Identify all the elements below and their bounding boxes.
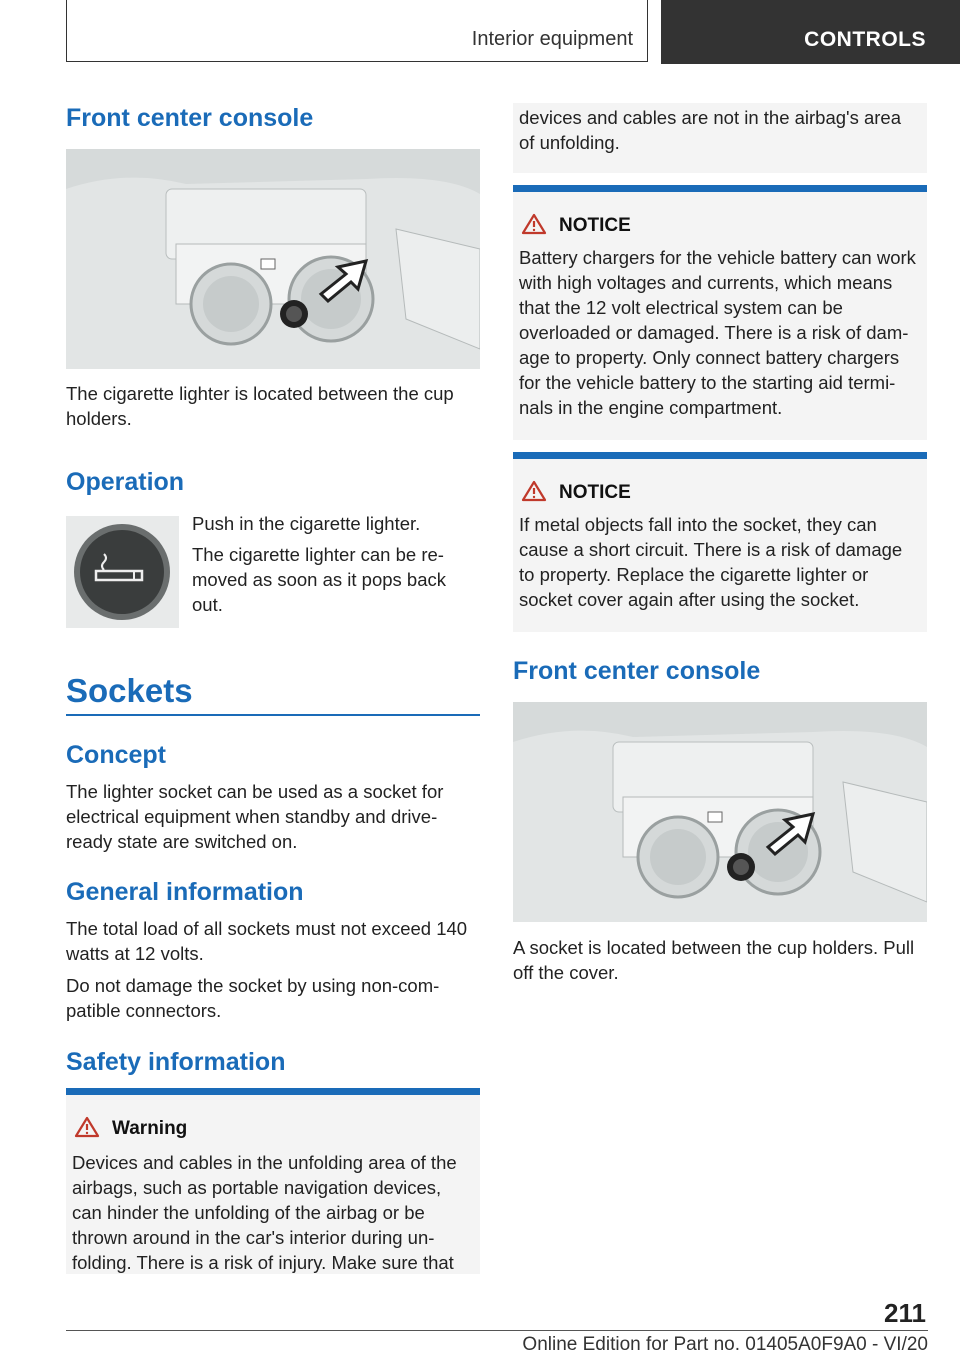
notice-bar-2	[513, 452, 927, 459]
concept-text: The lighter socket can be used as a socket for electrical equipment when standby and drive-ready state are switched on.	[66, 781, 444, 852]
warning-triangle-icon	[521, 480, 547, 507]
notice-title-2: NOTICE	[559, 482, 631, 503]
warning-box	[66, 1088, 480, 1274]
heading-general-information: General information	[66, 878, 304, 906]
notice-box-1	[513, 185, 927, 440]
heading-operation: Operation	[66, 468, 185, 496]
general-text-2: Do not damage the socket by using non-com-patible connectors.	[66, 975, 440, 1021]
warning-title: Warning	[112, 1118, 188, 1139]
console-illustration-icon	[66, 149, 480, 369]
console-photo-right	[513, 702, 927, 922]
sockets-rule	[66, 714, 480, 716]
heading-front-center-console-left: Front center console	[66, 104, 314, 132]
console-photo-left	[66, 149, 480, 369]
warning-text: Devices and cables in the unfolding area of the airbags, such as portable navigation devices, can hinder the unfolding of the airbag or be thrown around in the car's interior during un-folding. There is a risk of injury. Make sure that	[72, 1152, 457, 1273]
header-chapter-tab	[661, 0, 960, 64]
footer-edition: Online Edition for Part no. 01405A0F9A0 - VI/20	[522, 1334, 928, 1355]
general-text-1: The total load of all sockets must not exceed 140 watts at 12 volts.	[66, 918, 468, 964]
warning-triangle-icon	[74, 1116, 100, 1143]
heading-concept: Concept	[66, 741, 166, 769]
heading-sockets: Sockets	[66, 672, 193, 709]
notice-title-1: NOTICE	[559, 215, 631, 236]
footer-rule	[66, 1330, 928, 1331]
operation-step-2: The cigarette lighter can be re-moved as soon as it pops back out.	[192, 544, 447, 615]
notice-box-2	[513, 452, 927, 632]
page-number: 211	[884, 1298, 926, 1328]
warning-continued-box	[513, 103, 927, 173]
caption-socket-location: A socket is located between the cup holders. Pull off the cover.	[513, 937, 915, 983]
caption-lighter-location: The cigarette lighter is located between the cup holders.	[66, 383, 454, 429]
header-section-tab	[66, 0, 648, 62]
notice-text-1: Battery chargers for the vehicle battery can work with high voltages and currents, which means that the 12 volt electrical system can be overloaded or damaged. There is a risk of dam-age to property. Only connect battery chargers for the vehicle battery to the starting aid termi-nals in the engine compartment.	[519, 247, 916, 418]
warning-continued-text: devices and cables are not in the airbag's area of unfolding.	[519, 107, 901, 153]
operation-step-1: Push in the cigarette lighter.	[192, 513, 421, 534]
notice-bar-1	[513, 185, 927, 192]
heading-front-center-console-right: Front center console	[513, 657, 761, 685]
console-illustration-icon	[513, 702, 927, 922]
warning-triangle-icon	[521, 213, 547, 240]
cigarette-lighter-icon	[66, 516, 179, 628]
header-section-label: Interior equipment	[471, 28, 633, 50]
notice-text-2: If metal objects fall into the socket, they can cause a short circuit. There is a risk of damage to property. Replace the cigarette lighter or socket cover again after using the socket.	[519, 514, 903, 610]
heading-safety-information: Safety information	[66, 1048, 286, 1076]
lighter-photo	[66, 516, 179, 628]
header-chapter-label: CONTROLS	[804, 28, 926, 51]
warning-bar	[66, 1088, 480, 1095]
